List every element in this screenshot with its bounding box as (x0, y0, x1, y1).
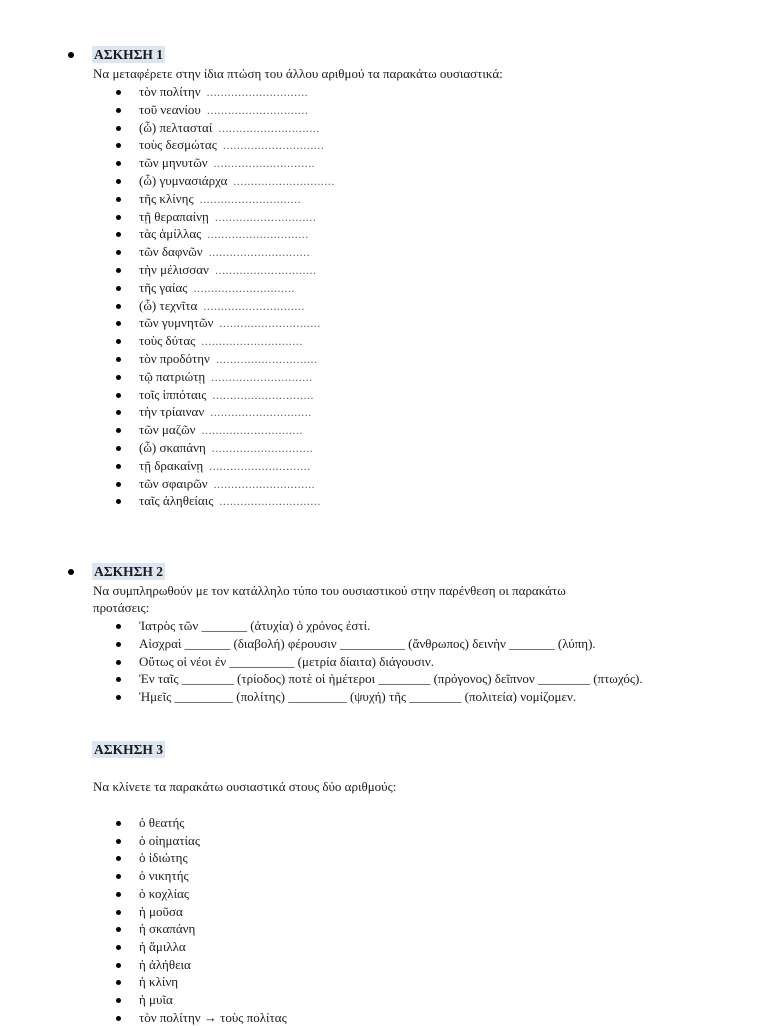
answer-blank: ............................. (201, 334, 303, 349)
exercise-3-title: ΑΣΚΗΣΗ 3 (94, 742, 164, 757)
list-bullet (116, 927, 121, 932)
answer-blank: ............................. (207, 227, 309, 242)
list-item-text: (ὦ) γυμνασιάρχα (139, 173, 228, 188)
list-item (139, 688, 576, 705)
list-item (139, 119, 320, 137)
list-bullet (116, 963, 121, 968)
list-item (139, 297, 305, 315)
list-bullet (116, 677, 121, 682)
list-item-text: (ὦ) τεχνῖτα (139, 297, 198, 313)
list-item (139, 849, 188, 866)
list-item (139, 617, 370, 634)
list-item (139, 225, 309, 243)
list-bullet (116, 268, 121, 273)
list-item-text: τῇ θεραπαίνῃ (139, 208, 209, 224)
list-item-text: τῷ πατριώτῃ (139, 368, 206, 384)
answer-blank: ............................. (219, 494, 321, 509)
list-item (139, 208, 316, 226)
list-item (139, 279, 295, 297)
list-item-text: Ἰατρὸς τῶν _______ (ἀτυχία) ὁ χρόνος ἐστί. (139, 618, 371, 633)
list-bullet (116, 821, 121, 826)
list-bullet (116, 980, 121, 985)
list-item-text: τὴν τρίαιναν (139, 404, 205, 420)
list-item (139, 973, 178, 990)
list-bullet (116, 179, 121, 184)
list-bullet (116, 90, 121, 95)
answer-blank: ............................. (214, 263, 317, 277)
list-item-text: (ὦ) πελτασταί (139, 119, 213, 135)
list-item-text: ὁ ἰδιώτης (139, 850, 188, 866)
answer-blank: ............................. (203, 298, 305, 313)
list-item (139, 867, 189, 884)
list-item-text: Οὕτως οἱ νέοι ἐν __________ (μετρία δίαιτα) διάγουσιν. (139, 653, 434, 669)
list-bullet (116, 856, 121, 861)
list-bullet (116, 1016, 121, 1021)
list-item-text: τῶν δαφνῶν (139, 244, 203, 260)
list-item-text: τοὺς δύτας (139, 333, 196, 349)
list-item-text: ταῖς ἀληθείαις (139, 493, 214, 509)
answer-blank: ............................. (209, 458, 311, 473)
answer-blank: ............................. (212, 387, 314, 402)
list-item (139, 421, 303, 439)
answer-blank: ............................. (233, 174, 335, 188)
answer-blank: ............................. (201, 423, 304, 438)
list-item (139, 635, 596, 652)
list-item (139, 368, 313, 386)
list-item (139, 832, 200, 849)
list-item-text: ἡ ἅμιλλα (139, 938, 186, 954)
answer-blank: ............................. (206, 102, 309, 117)
list-bullet (116, 375, 121, 380)
list-item (139, 991, 173, 1008)
list-item (139, 154, 315, 172)
answer-blank: ............................. (199, 191, 302, 206)
list-item-text: τῆς γαίας (139, 279, 188, 295)
answer-blank: ............................. (213, 476, 316, 491)
list-item-text: τοῖς ἱππόταις (139, 386, 207, 402)
list-item (139, 903, 183, 920)
exercise-2-instruction-line2: προτάσεις: (93, 600, 150, 615)
list-item (139, 956, 191, 973)
list-item-text: Ἡμεῖς _________ (πολίτης) _________ (ψυχή) τῆς ________ (πολιτεία) νομίζομεν. (139, 689, 577, 705)
list-item-text: τῇ δρακαίνῃ (139, 457, 204, 473)
bullet (68, 569, 74, 575)
answer-blank: ............................. (211, 369, 313, 384)
list-item (139, 136, 324, 154)
list-bullet (116, 499, 121, 504)
list-item (139, 814, 184, 831)
answer-blank: ............................. (208, 245, 311, 260)
answer-blank: ............................. (193, 280, 295, 295)
list-item (139, 332, 303, 350)
list-item (139, 314, 321, 332)
list-item-text: ὁ νικητής (139, 868, 189, 884)
exercise-2-instruction-line1: Να συμπληρωθούν με τον κατάλληλο τύπο του ουσιαστικού στην παρένθεση οι παρακάτω (93, 583, 566, 598)
list-item-text: τοῦ νεανίου (139, 101, 201, 117)
list-item (139, 670, 643, 687)
list-item (139, 885, 189, 902)
list-item (139, 492, 321, 510)
list-item-text: τὸν πολίτην → τοὺς πολίτας (139, 1009, 287, 1025)
list-bullet (116, 143, 121, 148)
answer-blank: ............................. (214, 209, 317, 224)
list-item-text: ὁ οἰηματίας (139, 832, 201, 848)
list-bullet (116, 232, 121, 237)
list-item-text: τῶν μαζῶν (139, 422, 196, 438)
list-item (139, 386, 314, 404)
list-item-text: ἡ μοῦσα (139, 903, 183, 919)
list-item (139, 101, 308, 119)
list-item (139, 938, 186, 955)
list-bullet (116, 357, 121, 362)
list-item-text: τοὺς δεσμώτας (139, 137, 217, 153)
list-bullet (116, 161, 121, 166)
list-bullet (116, 108, 121, 113)
list-bullet (116, 624, 121, 629)
list-item-text: τὸν προδότην (139, 351, 210, 366)
list-item-text: ἡ σκαπάνη (139, 921, 196, 937)
list-item-text: τὰς ἁμίλλας (139, 226, 202, 242)
list-bullet (116, 286, 121, 291)
answer-blank: ............................. (206, 85, 309, 99)
answer-blank: ............................. (219, 316, 321, 331)
list-bullet (116, 197, 121, 202)
list-item (139, 439, 313, 457)
list-item (139, 1009, 287, 1026)
exercise-1-title: ΑΣΚΗΣΗ 1 (94, 47, 164, 62)
list-bullet (116, 304, 121, 309)
exercise-1-instruction: Να μεταφέρετε στην ίδια πτώση του άλλου αριθμού τα παρακάτω ουσιαστικά: (93, 66, 503, 81)
answer-blank: ............................. (213, 156, 316, 171)
list-item (139, 920, 195, 937)
answer-blank: ............................. (211, 441, 314, 455)
list-bullet (116, 998, 121, 1003)
list-item (139, 350, 317, 368)
list-bullet (116, 464, 121, 469)
list-item-text: ὁ κοχλίας (139, 885, 190, 901)
bullet (68, 52, 74, 58)
exercise-2-title: ΑΣΚΗΣΗ 2 (94, 564, 164, 579)
list-bullet (116, 910, 121, 915)
list-item (139, 172, 335, 190)
list-item (139, 457, 311, 475)
list-item (139, 243, 310, 261)
list-item-text: ἡ κλίνη (139, 974, 179, 990)
list-bullet (116, 126, 121, 131)
answer-blank: ............................. (218, 120, 320, 135)
list-item-text: ἡ μυῖα (139, 992, 173, 1007)
list-bullet (116, 250, 121, 255)
list-bullet (116, 660, 121, 665)
list-bullet (116, 446, 121, 451)
list-bullet (116, 945, 121, 950)
list-bullet (116, 321, 121, 326)
list-item (139, 653, 434, 670)
list-bullet (116, 428, 121, 433)
list-item-text: (ὦ) σκαπάνη (139, 440, 206, 455)
list-bullet (116, 482, 121, 487)
list-item (139, 475, 315, 493)
list-item-text: Αἰσχραὶ _______ (διαβολή) φέρουσιν __________ (ἄνθρωπος) δεινὴν _______ (λύπη). (139, 635, 596, 651)
list-bullet (116, 892, 121, 897)
list-bullet (116, 839, 121, 844)
list-item-text: τὴν μέλισσαν (139, 262, 209, 277)
list-item-text: τῶν σφαιρῶν (139, 475, 208, 491)
list-bullet (116, 410, 121, 415)
list-item (139, 190, 301, 208)
list-item-text: τῆς κλίνης (139, 190, 194, 206)
list-bullet (116, 874, 121, 879)
list-item-text: ἡ ἀλήθεια (139, 956, 191, 972)
list-item-text: τῶν γυμνητῶν (139, 315, 214, 331)
list-bullet (116, 339, 121, 344)
list-item (139, 83, 308, 101)
list-item-text: Ἐν ταῖς ________ (τρίοδος) ποτὲ οἱ ἡμέτεροι ________ (πρόγονος) δεῖπνον ________ (πτωχός). (139, 671, 643, 687)
list-bullet (116, 695, 121, 700)
answer-blank: ............................. (215, 352, 318, 366)
list-item (139, 403, 312, 421)
answer-blank: ............................. (222, 138, 325, 153)
list-item (139, 261, 316, 279)
exercise-3-instruction: Να κλίνετε τα παρακάτω ουσιαστικά στους δύο αριθμούς: (93, 779, 397, 794)
list-item-text: τῶν μηνυτῶν (139, 155, 208, 171)
list-bullet (116, 642, 121, 647)
list-item-text: ὁ θεατής (139, 815, 185, 830)
list-item-text: τὸν πολίτην (139, 84, 201, 99)
list-bullet (116, 215, 121, 220)
list-bullet (116, 393, 121, 398)
answer-blank: ............................. (210, 405, 312, 420)
